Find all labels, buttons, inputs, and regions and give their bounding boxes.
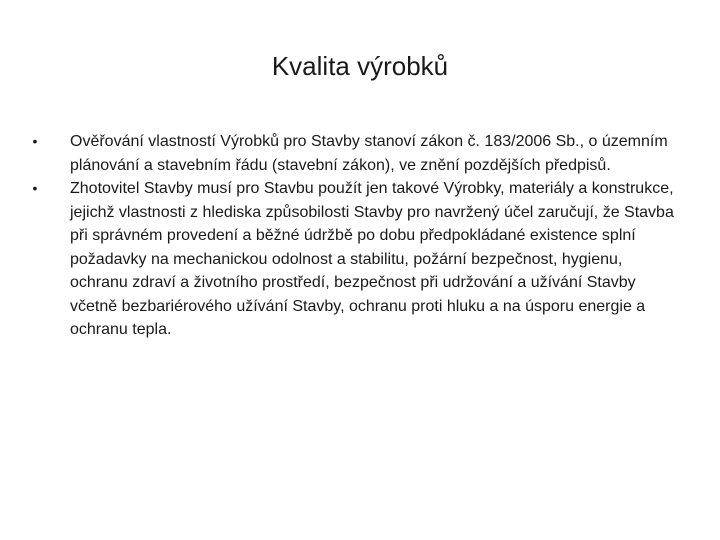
bullet-item-2 bbox=[28, 177, 676, 342]
bullet-item-1 bbox=[28, 130, 676, 177]
bullet-text: Ověřování vlastností Výrobků pro Stavby stanoví zákon č. 183/2006 Sb., o územním plánování a stavebním řádu (stavební zákon), ve znění pozdějších předpisů. bbox=[70, 133, 668, 174]
bullet-text: Zhotovitel Stavby musí pro Stavbu použít jen takové Výrobky, materiály a konstrukce, jejichž vlastnosti z hlediska způsobilosti Stavby pro navržený účel zaručují, že Stavba při správném provedení a běžné údržbě po dobu předpokládané existence splní požadavky na mechanickou odolnost a stabilitu, požární bezpečnost, hygienu, ochranu zdraví a životního prostředí, bezpečnost při udržování a užívání Stavby včetně bezbariérového užívání Stavby, ochranu proti hluku a na úsporu energie a ochranu tepla. bbox=[70, 180, 674, 338]
bullet-marker: • bbox=[32, 180, 38, 196]
bullet-list bbox=[28, 130, 676, 342]
bullet-marker: • bbox=[32, 133, 38, 149]
slide-title: Kvalita výrobků bbox=[271, 51, 449, 81]
